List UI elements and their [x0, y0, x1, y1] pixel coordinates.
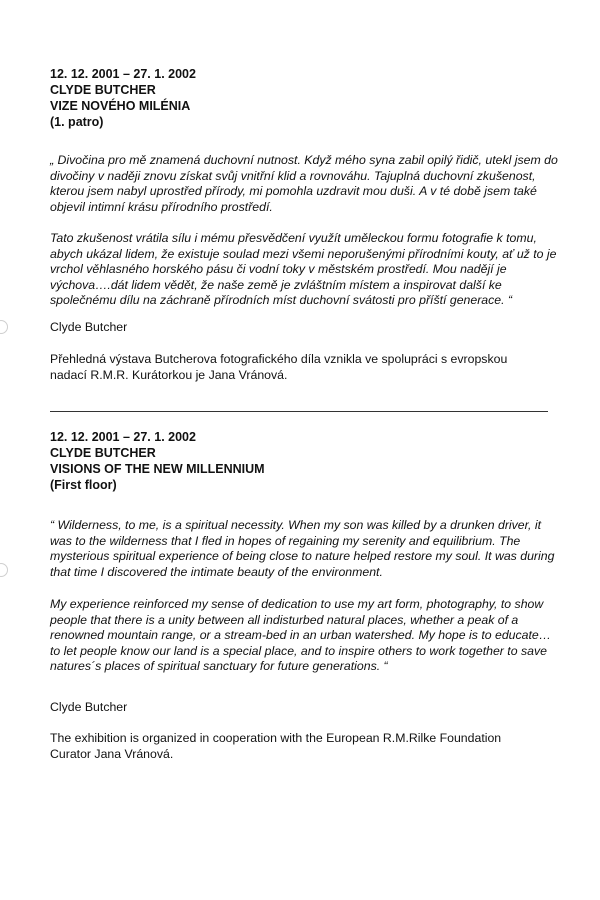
- en-quote-paragraph-1: “ Wilderness, to me, is a spiritual necessity. When my son was killed by a drunken driver, it was to the wilderness that I fled in hopes of regaining my serenity and equilibrium. The mysterious spiritual experience of being close to nature helped restore my soul. It was during that time I discovered the intimate beauty of the environment.: [50, 518, 555, 579]
- en-artist: CLYDE BUTCHER: [50, 446, 156, 460]
- cz-floor: (1. patro): [50, 115, 104, 129]
- cz-exhibition-note: [50, 352, 560, 383]
- cz-quote-paragraph-2: Tato zkušenost vrátila sílu i mému přesvědčení využít uměleckou formu fotografie k tomu, abych ukázal lidem, že existuje soulad mezi všemi neporušenými přírodními kouty, ať už to je vrchol věhlasného horského pásu či vodní toky v městském prostředí. Mou nadějí je výchova….dát lidem vědět, že naše země je zvláštním místem a inspirovat další ke společnému dílu na záchraně přírodních míst duchovní svátosti pro příští generace. “: [50, 231, 557, 307]
- en-date: 12. 12. 2001 – 27. 1. 2002: [50, 430, 196, 444]
- en-note-line-1: The exhibition is organized in cooperation with the European R.M.Rilke Foundation: [50, 731, 502, 745]
- cz-signature: Clyde Butcher: [50, 320, 128, 334]
- section-divider: [50, 411, 548, 412]
- cz-artist: CLYDE BUTCHER: [50, 83, 156, 97]
- punch-hole-mark: [0, 320, 8, 334]
- en-note-line-2: Curator Jana Vránová.: [50, 746, 174, 761]
- en-floor: (First floor): [50, 478, 117, 492]
- cz-note-line-2: nadací R.M.R. Kurátorkou je Jana Vránová.: [50, 367, 288, 382]
- cz-header: [50, 66, 560, 130]
- cz-date: 12. 12. 2001 – 27. 1. 2002: [50, 67, 196, 81]
- en-signature: Clyde Butcher: [50, 700, 128, 714]
- punch-hole-mark: [0, 563, 8, 577]
- cz-note-line-1: Přehledná výstava Butcherova fotografického díla vznikla ve spolupráci s evropskou: [50, 352, 508, 366]
- en-quote-paragraph-2: My experience reinforced my sense of dedication to use my art form, photography, to show people that there is a unity between all indisturbed natural places, whether a peak of a renowned mountain range, or a stream-bed in an urban watershed. My hope is to educate… to let people know our land is a special place, and to inspire others to work together to save natures´s places of spiritual sanctuary for future generations. “: [50, 597, 552, 673]
- en-title: VISIONS OF THE NEW MILLENNIUM: [50, 462, 265, 476]
- en-header: [50, 429, 560, 493]
- en-exhibition-note: [50, 731, 560, 762]
- cz-quote-paragraph-1: „ Divočina pro mě znamená duchovní nutnost. Když mého syna zabil opilý řidič, utekl jsem do divočiny v naději znovu získat svůj vnitřní klid a rovnováhu. Tajuplná duchovní zkušenost, kterou jsem nabyl uprostřed přírody, mi pomohla uzdravit mou duši. A v té době jsem také objevil intimní krásu přírodního prostředí.: [50, 153, 558, 214]
- cz-title: VIZE NOVÉHO MILÉNIA: [50, 99, 191, 113]
